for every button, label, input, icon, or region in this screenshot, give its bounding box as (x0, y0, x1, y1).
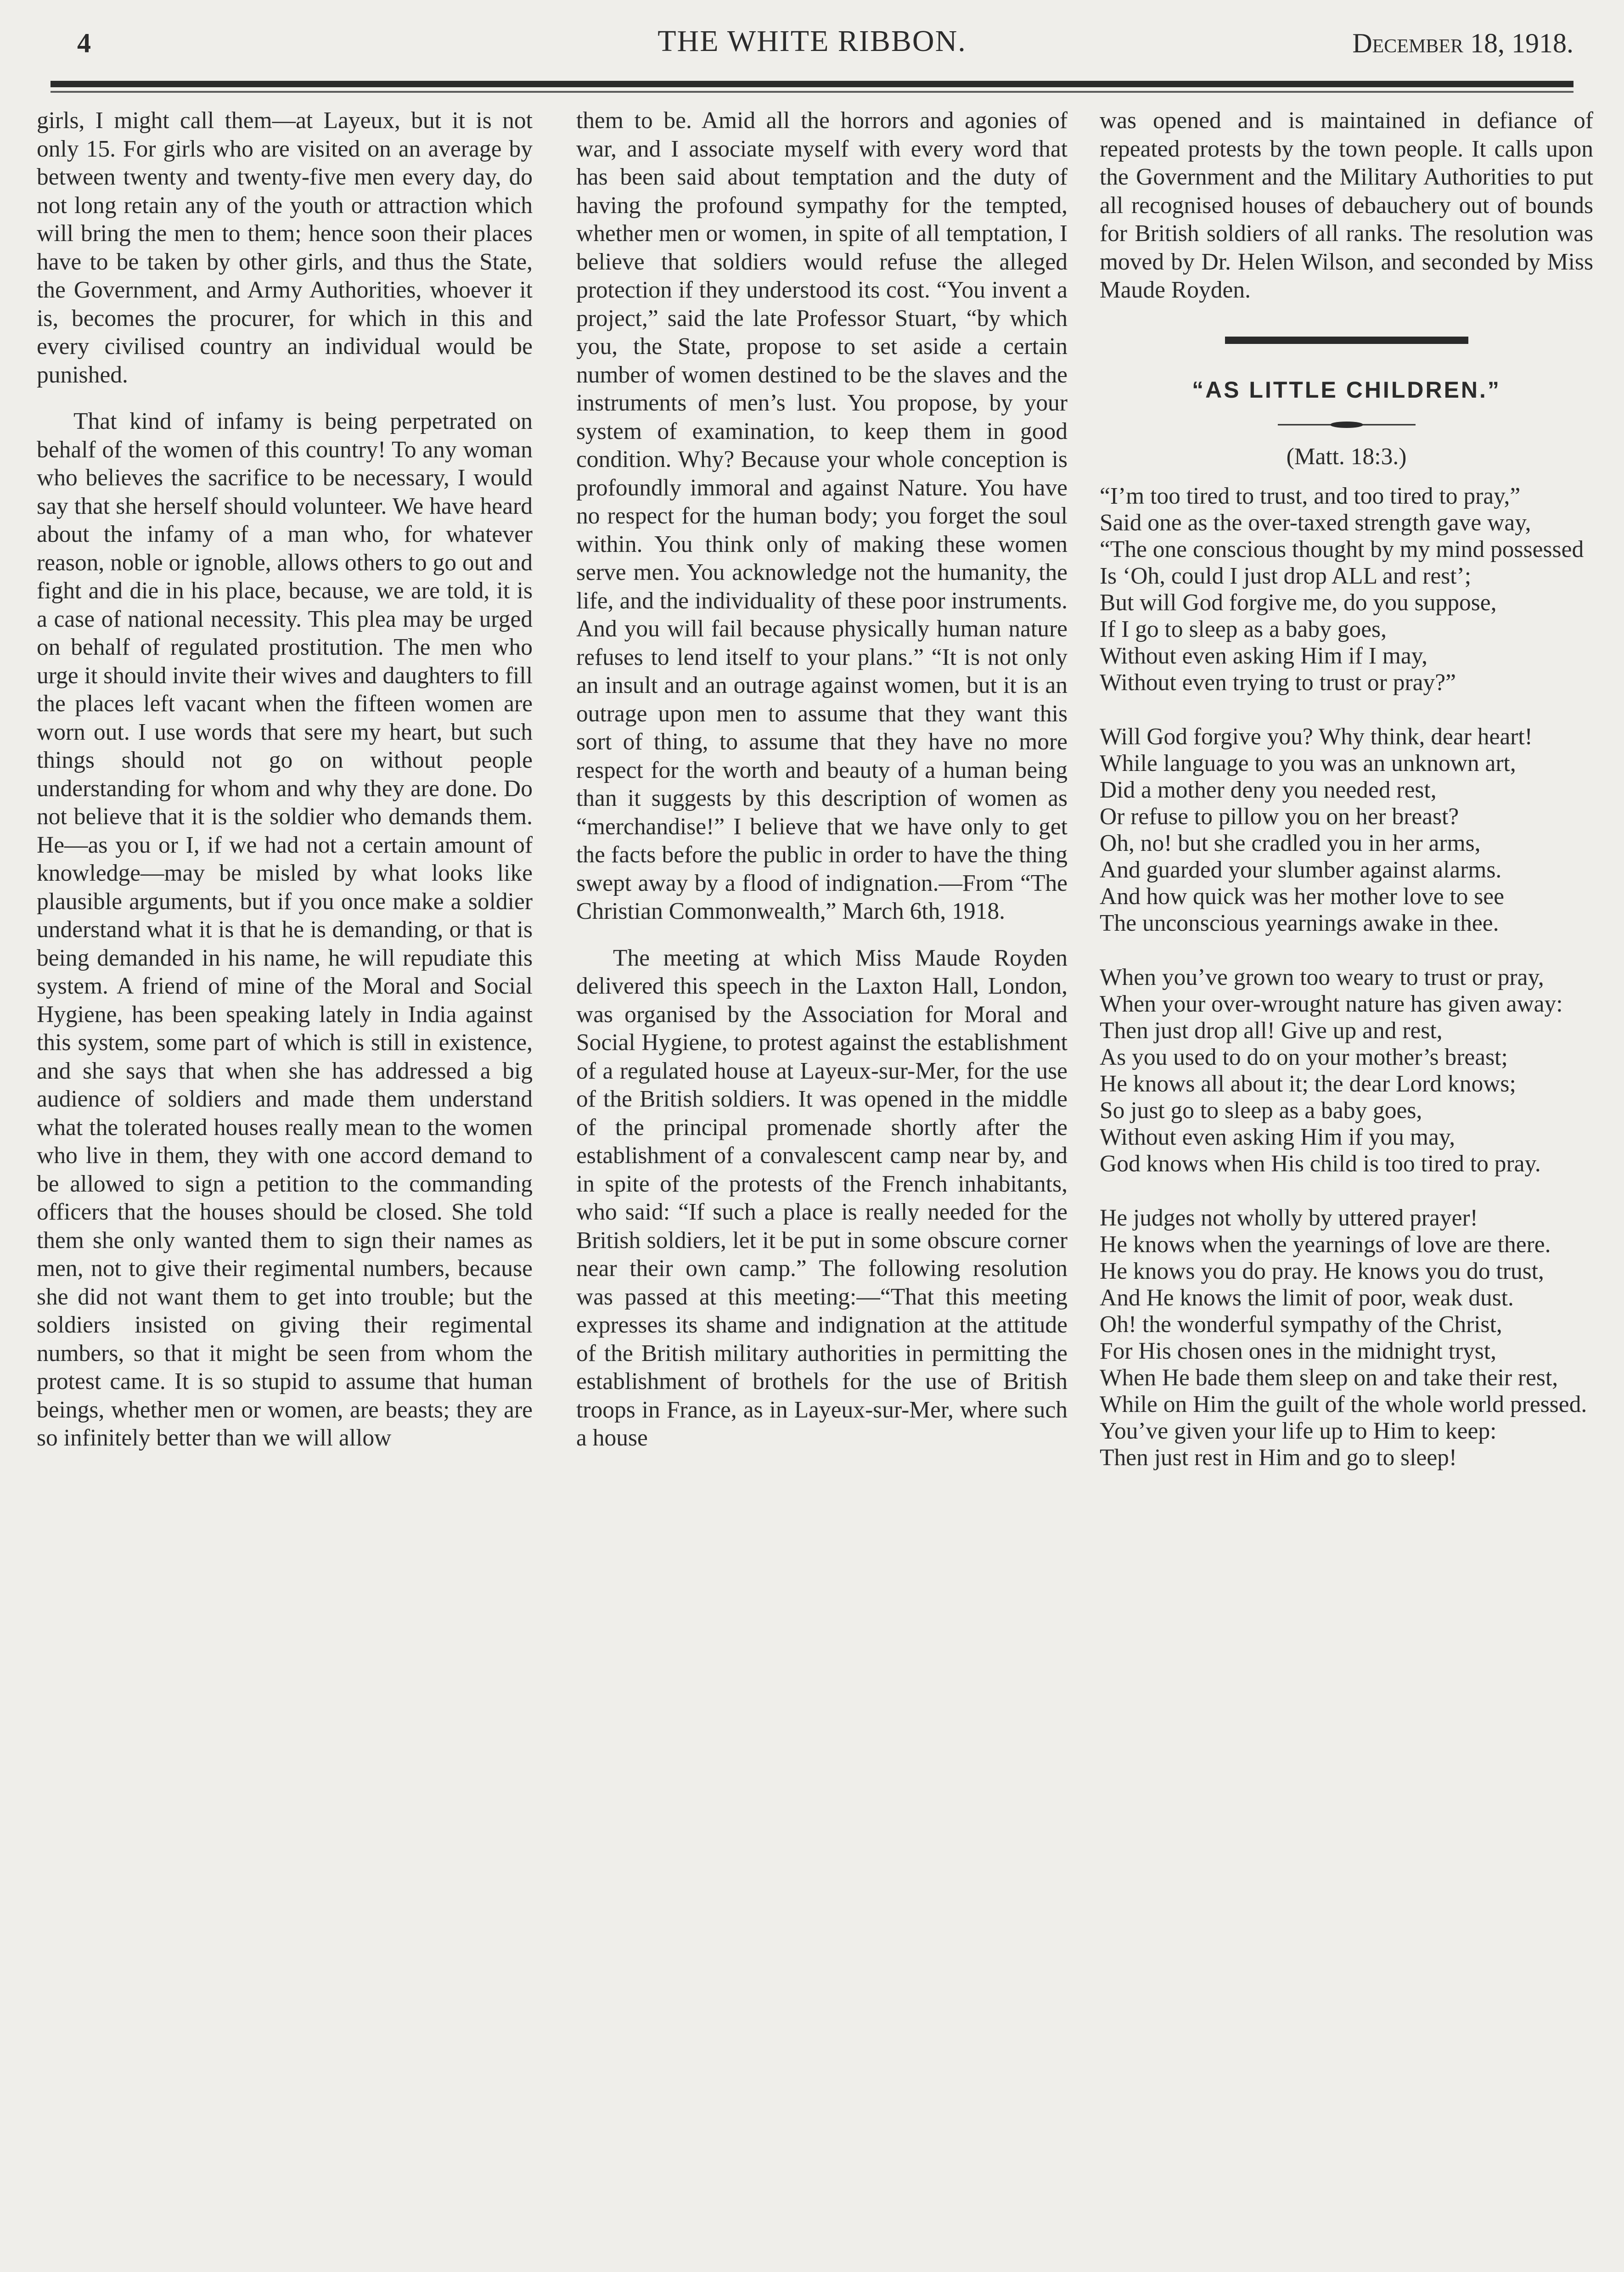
column-3 (1100, 107, 1593, 1499)
poem-line: “I’m too tired to trust, and too tired to pray,” (1100, 483, 1521, 509)
poem-stanza (1100, 724, 1593, 937)
poem-line: He knows you do pray. He knows you do trust, (1100, 1258, 1544, 1284)
poem-line: And how quick was her mother love to see (1100, 883, 1505, 910)
poem-line: But will God forgive me, do you suppose, (1100, 589, 1497, 616)
poem-line: Will God forgive you? Why think, dear heart! (1100, 723, 1533, 750)
poem-line: When your over-wrought nature has given away: (1100, 990, 1563, 1017)
poem-line: He judges not wholly by uttered prayer! (1100, 1204, 1478, 1231)
poem-line: Oh, no! but she cradled you in her arms, (1100, 830, 1481, 856)
poem-line: Said one as the over-taxed strength gave way, (1100, 509, 1531, 536)
poem-line: The unconscious yearnings awake in thee. (1100, 910, 1499, 936)
poem-line: “The one conscious thought by my mind possessed (1100, 536, 1584, 562)
poem-line: You’ve given your life up to Him to keep: (1100, 1417, 1497, 1444)
poem-line: Without even trying to trust or pray?” (1100, 669, 1456, 696)
poem-stanza (1100, 483, 1593, 696)
poem-line: Then just rest in Him and go to sleep! (1100, 1444, 1457, 1471)
poem-line: For His chosen ones in the midnight tryst, (1100, 1338, 1497, 1364)
poem-line: He knows all about it; the dear Lord knows; (1100, 1070, 1516, 1097)
scripture-reference: (Matt. 18:3.) (1286, 444, 1407, 470)
section-divider (1225, 337, 1468, 344)
newspaper-title: THE WHITE RIBBON. (657, 24, 967, 58)
poem-line: He knows when the yearnings of love are there. (1100, 1231, 1551, 1258)
poem-body (1100, 483, 1593, 1471)
poem-stanza (1100, 964, 1593, 1177)
article-paragraph: The meeting at which Miss Maude Royden delivered this speech in the Laxton Hall, London, was organised by the Association for Moral and Social Hygiene, to protest against the establishment of a regulated house at Layeux-sur-Mer, for the use of the British soldiers. It was opened in the middle of the principal promenade shortly after the establishment of a convalescent camp near by, and in spite of the protests of the French inhabitants, who said: “If such a place is really needed for the British soldiers, let it be put in some obscure corner near their own camp.” The following resolution was passed at this meeting:—“That this meeting expresses its shame and indignation at the attitude of the British military authorities in permitting the establishment of brothels for the use of British troops in France, as in Layeux-sur-Mer, where such a house (576, 945, 1068, 1451)
article-paragraph: girls, I might call them—at Layeux, but it is not only 15. For girls who are visited on an average by between twenty and twenty-five men every day, do not long retain any of the youth or attraction which will bring the men to them; hence soon their places have to be taken by other girls, and thus the State, the Government, and Army Authorities, whoever it is, becomes the procurer, for which in this and every civilised country an individual would be punished. (37, 107, 533, 388)
article-paragraph: That kind of infamy is being perpetrated on behalf of the women of this country! To any woman who believes the sacrifice to be necessary, I would say that she herself should volunteer. We have heard about the infamy of a man who, for whatever reason, noble or ignoble, allows others to go out and fight and die in his place, because, we are told, it is a case of national necessity. This plea may be urged on behalf of regulated prostitution. The men who urge it should invite their wives and daughters to fill the places left vacant when the fifteen women are worn out. I use words that sere my heart, but such things should not go on without people understanding for whom and why they are done. Do not believe that it is the soldier who demands them. He—as you or I, if we had not a certain amount of knowledge—may be misled by what looks like plausible arguments, but if you once make a soldier understand what it is that he is demanding, or that is being demanded in his name, he will repudiate this system. A friend of mine of the Moral and Social Hygiene, has been speaking lately in India against this system, some part of which is still in existence, and she says that when she has addressed a big audience of soldiers and made them understand what the tolerated houses really mean to the women who live in them, they with one accord demand to be allowed to sign a petition to the commanding officers that the houses should be closed. She told them she only wanted them to sign their names as men, not to give their regimental numbers, because she did not want them to get into trouble; but the soldiers insisted on giving their regimental numbers, so that it might be seen from whom the protest came. It is so stupid to assume that human beings, whether men or women, are beasts; they are so infinitely better than we will allow (37, 408, 533, 1451)
column-1 (37, 107, 533, 1471)
column-2 (576, 107, 1068, 1471)
poem-line: When He bade them sleep on and take their rest, (1100, 1364, 1558, 1391)
poem-line: While on Him the guilt of the whole world pressed. (1100, 1391, 1587, 1417)
page-number: 4 (77, 28, 91, 58)
poem-line: When you’ve grown too weary to trust or pray, (1100, 964, 1544, 990)
poem-title: “AS LITTLE CHILDREN.” (1192, 377, 1501, 403)
masthead (0, 0, 1624, 92)
poem-line: And He knows the limit of poor, weak dust. (1100, 1284, 1514, 1311)
issue-date: December 18, 1918. (1352, 28, 1573, 58)
article-paragraph: them to be. Amid all the horrors and agonies of war, and I associate myself with every word that has been said about temptation and the duty of having the profound sympathy for the tempted, whether men or women, in spite of all temptation, I believe that soldiers would refuse the alleged protection if they understood its cost. “You invent a project,” said the late Professor Stuart, “by which you, the State, propose to set aside a certain number of women destined to be the slaves and the instruments of men’s lust. You propose, by your system of examination, to keep them in good condition. Why? Because your whole conception is profoundly immoral and against Nature. You have no respect for the human body; you forget the soul within. You think only of making these women serve men. You acknowledge not the humanity, the life, and the individuality of these poor instruments. And you will fail because physically human nature refuses to lend itself to your plans.” “It is not only an insult and an outrage against women, but it is an outrage upon men to assume that they want this sort of thing, to assume that they have no more respect for the worth and beauty of a human being than it suggests by this description of women as “merchandise!” I believe that we have only to get the facts before the public in order to have the thing swept away by a flood of indignation.—From “The Christian Commonwealth,” March 6th, 1918. (576, 107, 1068, 924)
poem-line: So just go to sleep as a baby goes, (1100, 1097, 1422, 1124)
poem-line: Then just drop all! Give up and rest, (1100, 1017, 1443, 1044)
masthead-rule-thick (51, 81, 1573, 87)
poem-line: As you used to do on your mother’s breast; (1100, 1044, 1508, 1070)
poem-line: Oh! the wonderful sympathy of the Christ, (1100, 1311, 1502, 1338)
poem-line: Without even asking Him if you may, (1100, 1124, 1455, 1150)
masthead-rule-thin (51, 91, 1573, 93)
poem-line: Without even asking Him if I may, (1100, 642, 1428, 669)
poem-line: While language to you was an unknown art, (1100, 750, 1516, 776)
poem-line: And guarded your slumber against alarms. (1100, 856, 1502, 883)
poem-line: God knows when His child is too tired to pray. (1100, 1150, 1541, 1177)
poem-line: Or refuse to pillow you on her breast? (1100, 803, 1459, 830)
article-paragraph: was opened and is maintained in defiance of repeated protests by the town people. It calls upon the Government and the Military Authorities to put all recognised houses of debauchery out of bounds for British soldiers of all ranks. The resolution was moved by Dr. Helen Wilson, and seconded by Miss Maude Royden. (1100, 107, 1593, 303)
poem-stanza (1100, 1205, 1593, 1471)
poem-line: Is ‘Oh, could I just drop ALL and rest’; (1100, 562, 1472, 589)
ornament-rule-icon (1278, 418, 1416, 432)
poem-line: If I go to sleep as a baby goes, (1100, 616, 1387, 642)
poem-line: Did a mother deny you needed rest, (1100, 776, 1437, 803)
